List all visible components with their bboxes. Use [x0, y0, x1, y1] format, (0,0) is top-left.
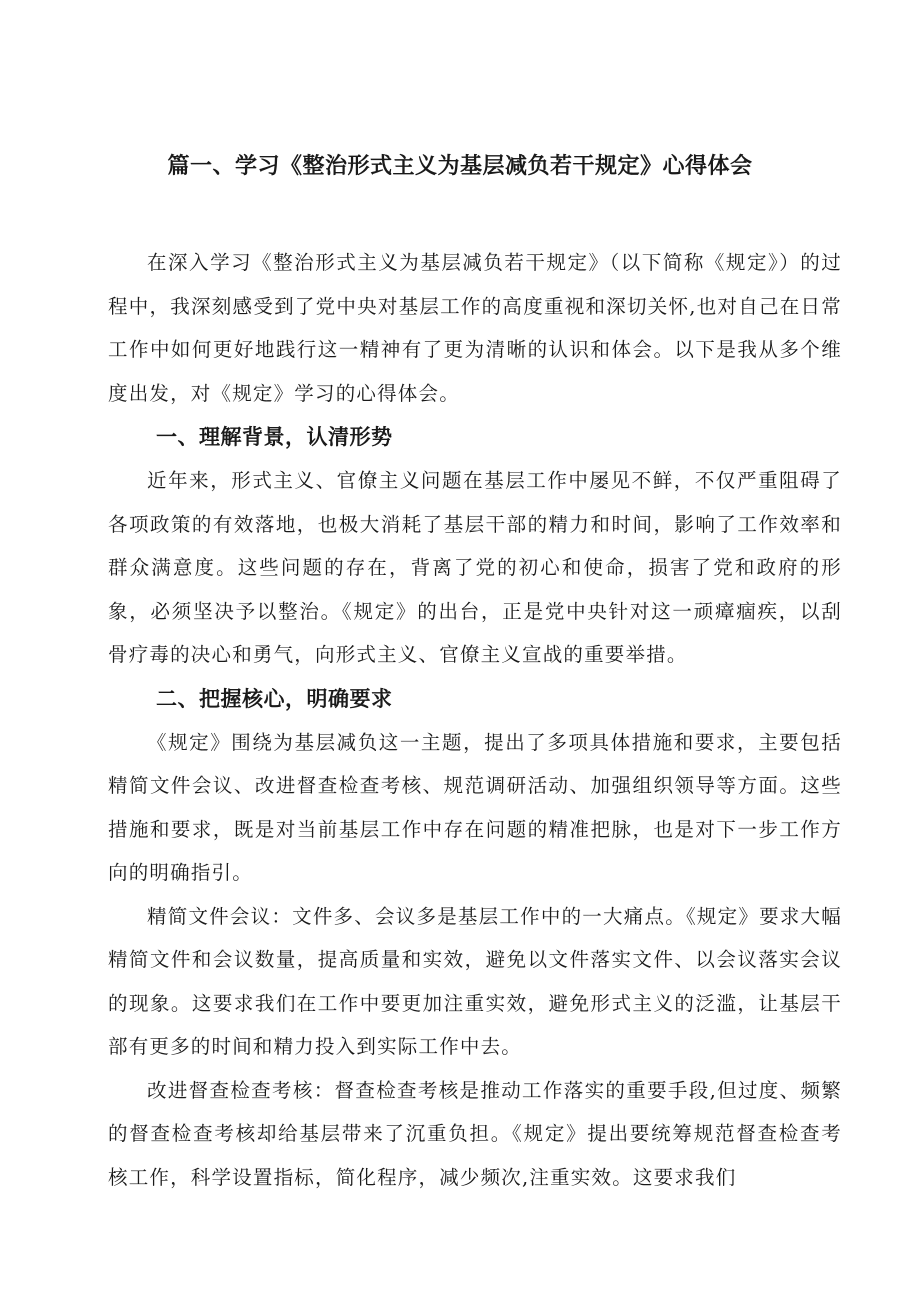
streamline-documents-paragraph: 精简文件会议：文件多、会议多是基层工作中的一大痛点。《规定》要求大幅精简文件和会议数量，提高质量和实效，避免以文件落实文件、以会议落实会议的现象。这要求我们在工作中要更加注重实效，避免形式主义的泛滥，让基层干部有更多的时间和精力投入到实际工作中去。: [108, 904, 842, 1058]
section-heading-requirements: 二、把握核心，明确要求: [156, 686, 393, 711]
document-title: 篇一、学习《整治形式主义为基层减负若干规定》心得体会: [167, 154, 753, 179]
requirements-paragraph: 《规定》围绕为基层减负这一主题，提出了多项具体措施和要求，主要包括精简文件会议、改进督查检查考核、规范调研活动、加强组织领导等方面。这些措施和要求，既是对当前基层工作中存在问题的精准把脉，也是对下一步工作方向的明确指引。: [108, 730, 842, 884]
section-heading-background: 一、理解背景，认清形势: [156, 425, 393, 449]
background-paragraph: 近年来，形式主义、官僚主义问题在基层工作中屡见不鲜，不仅严重阻碍了各项政策的有效落地，也极大消耗了基层干部的精力和时间，影响了工作效率和群众满意度。这些问题的存在，背离了党的初心和使命，损害了党和政府的形象，必须坚决予以整治。《规定》的出台，正是党中央针对这一顽瘴痼疾，以刮骨疗毒的决心和勇气，向形式主义、官僚主义宣战的重要举措。: [108, 469, 842, 666]
improve-inspection-paragraph: 改进督查检查考核：督查检查考核是推动工作落实的重要手段,但过度、频繁的督查检查考核却给基层带来了沉重负担。《规定》提出要统筹规范督查检查考核工作，科学设置指标，简化程序，减少频次,注重实效。这要求我们: [108, 1078, 842, 1189]
intro-paragraph: 在深入学习《整治形式主义为基层减负若干规定》（以下简称《规定》）的过程中，我深刻感受到了党中央对基层工作的高度重视和深切关怀,也对自己在日常工作中如何更好地践行这一精神有了更为清晰的认识和体会。以下是我从多个维度出发，对《规定》学习的心得体会。: [108, 251, 842, 405]
document-body: [108, 241, 842, 1199]
